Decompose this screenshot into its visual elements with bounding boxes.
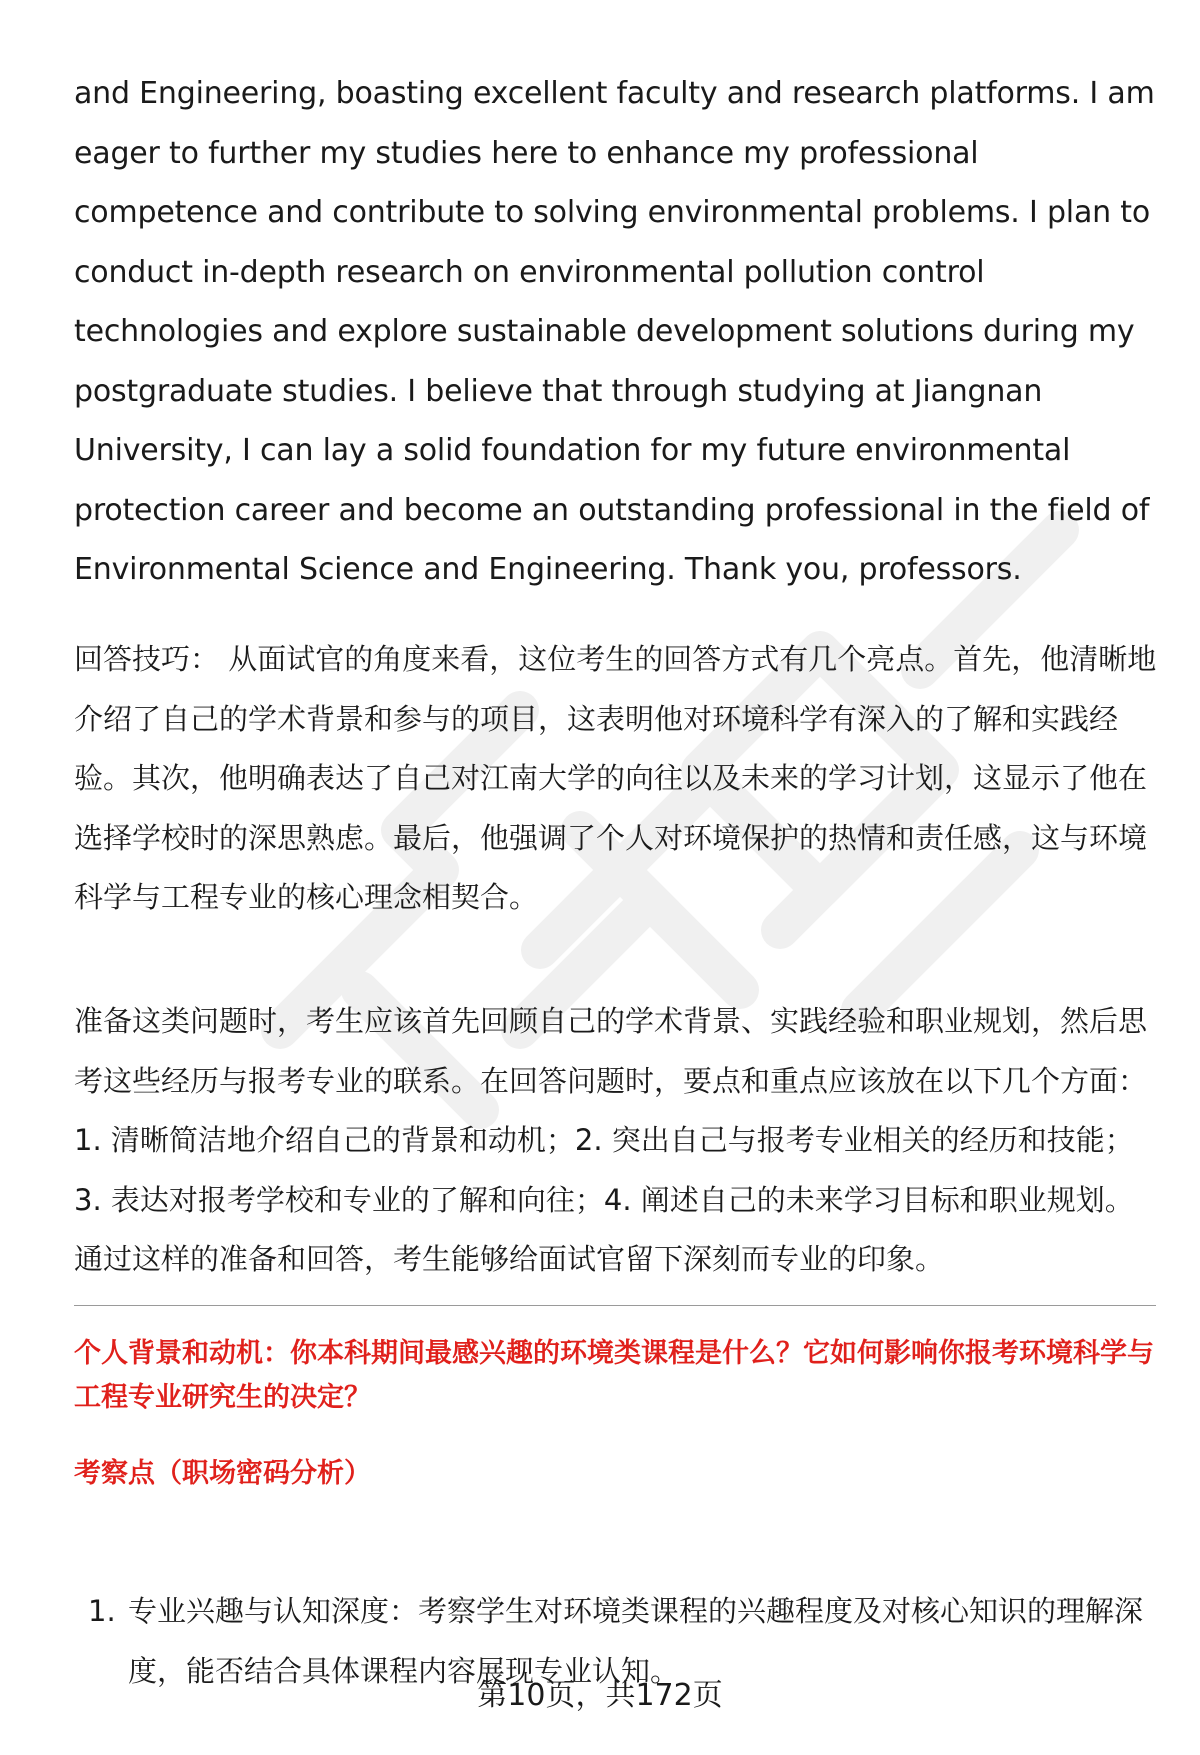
english-paragraph: and Engineering, boasting excellent faculty and research platforms. I am eager to further my studies here to enhance my professional competence and contribute to solving environmental problems. I plan to conduct in-depth research on environmental pollution control technologies and explore sustainable development solutions during my postgraduate studies. I believe that through studying at Jiangnan University, I can lay a solid foundation for my future environmental protection career and become an outstanding professional in the field of Environmental Science and Engineering. Thank you, professors. xyxy=(74,76,1155,587)
answer-tips-paragraph: 回答技巧： 从面试官的角度来看，这位考生的回答方式有几个亮点。首先，他清晰地介绍了自己的学术背景和参与的项目，这表明他对环境科学有深入的了解和实践经验。其次，他明确表达了自己对江南大学的向往以及未来的学习计划，这显示了他在选择学校时的深思熟虑。最后，他强调了个人对环境保护的热情和责任感，这与环境科学与工程专业的核心理念相契合。 xyxy=(74,642,1157,914)
question-heading: 个人背景和动机：你本科期间最感兴趣的环境类课程是什么？它如何影响你报考环境科学与工程专业研究生的决定？ xyxy=(74,1338,1154,1413)
page-number-footer: 第10页，共172页 xyxy=(477,1678,723,1713)
assessment-list xyxy=(74,1582,1159,1701)
list-item-number: 1. xyxy=(88,1594,116,1628)
preparation-paragraph: 准备这类问题时，考生应该首先回顾自己的学术背景、实践经验和职业规划，然后思考这些经历与报考专业的联系。在回答问题时，要点和重点应该放在以下几个方面：1. 清晰简洁地介绍自己的背景和动机；2. 突出自己与报考专业相关的经历和技能；3. 表达对报考学校和专业的了解和向往；4. 阐述自己的未来学习目标和职业规划。通过这样的准备和回答，考生能够给面试官留下深刻而专业的印象。 xyxy=(74,1004,1148,1276)
list-item-text: 专业兴趣与认知深度：考察学生对环境类课程的兴趣程度及对核心知识的理解深度，能否结合具体课程内容展现专业认知。 xyxy=(128,1594,1144,1688)
list-item xyxy=(74,1582,1159,1701)
assessment-points-heading: 考察点（职场密码分析） xyxy=(74,1458,371,1489)
section-divider xyxy=(74,1305,1156,1306)
